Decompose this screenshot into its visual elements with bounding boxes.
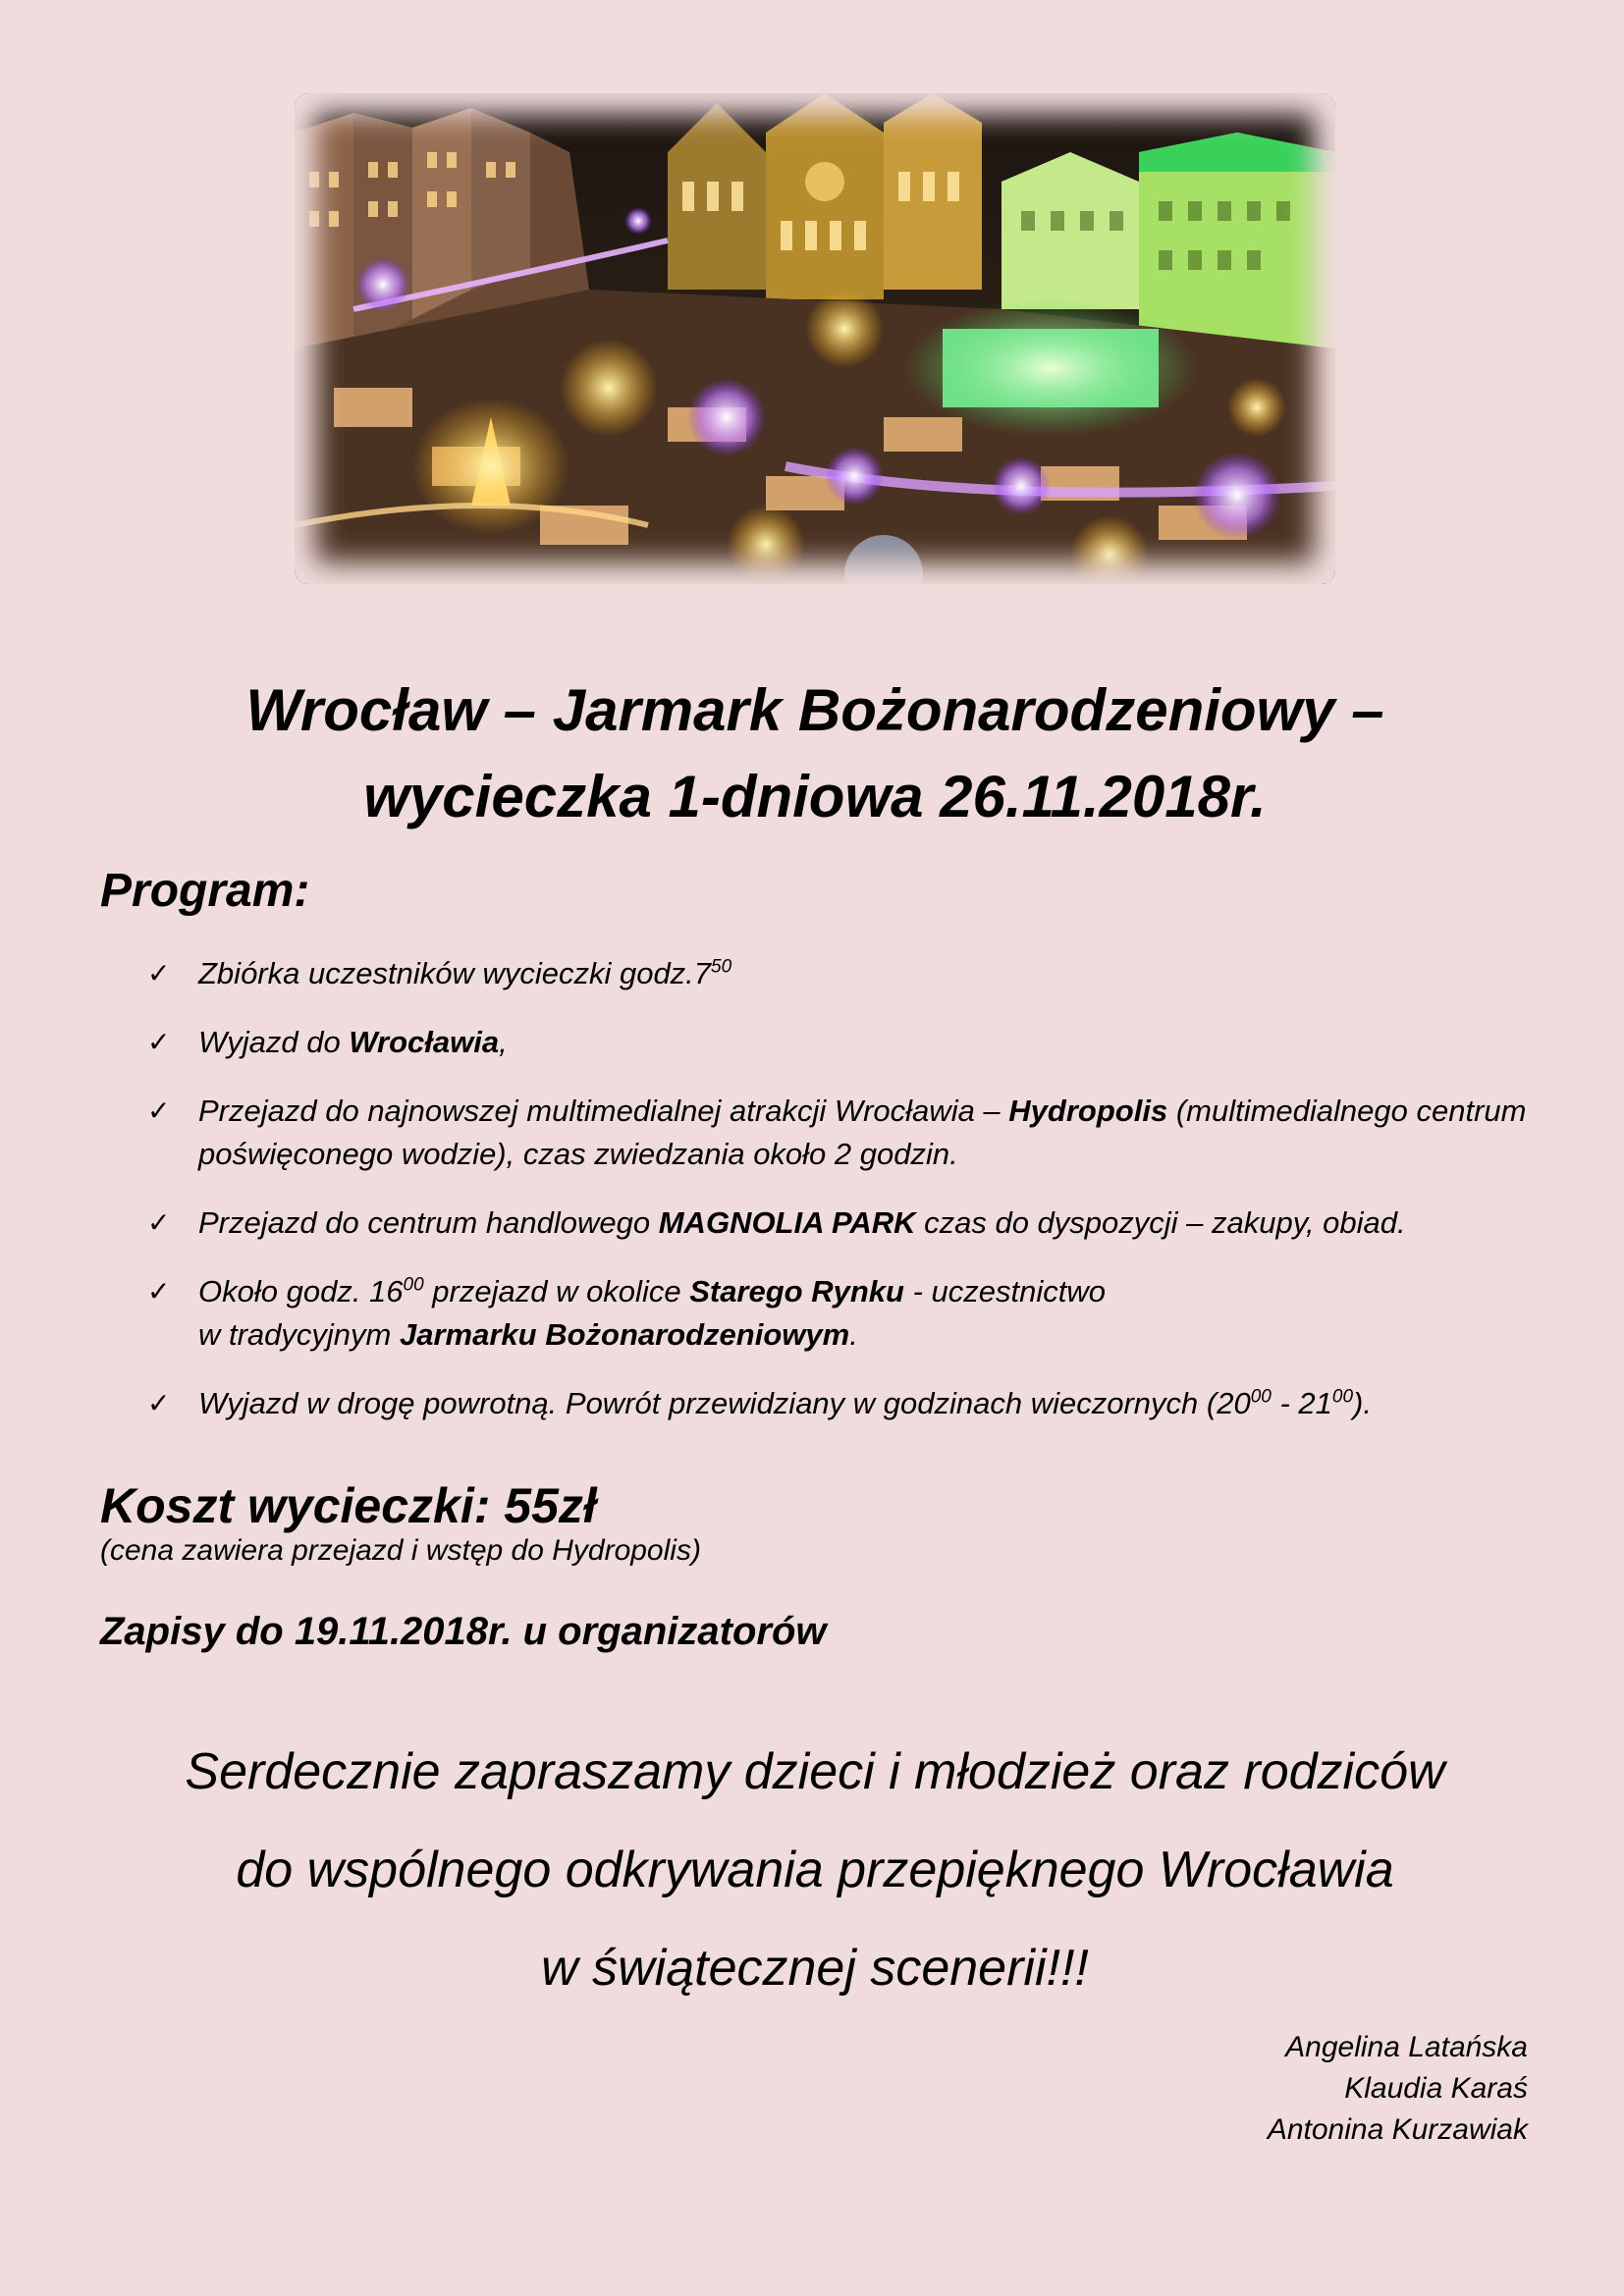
item-text: Wyjazd do xyxy=(198,1025,350,1059)
superscript-time: 00 xyxy=(1331,1386,1354,1408)
check-mark-icon: ✓ xyxy=(147,1387,171,1419)
item-text: Wyjazd w drogę powrotną. Powrót przewidziany w godzinach wieczornych (20 xyxy=(198,1386,1251,1420)
christmas-market-photo xyxy=(295,93,1335,584)
invitation-text xyxy=(79,1723,1551,2017)
cost-heading: Koszt wycieczki: 55zł xyxy=(100,1478,597,1533)
cost-note: (cena zawiera przejazd i wstęp do Hydropolis) xyxy=(100,1534,701,1567)
authors-signature xyxy=(1268,2027,1528,2151)
item-text: w tradycyjnym xyxy=(198,1317,400,1352)
item-text: Przejazd do najnowszej multimedialnej atrakcji Wrocławia – xyxy=(198,1094,1009,1128)
superscript-time: 00 xyxy=(403,1274,424,1296)
bold-text: Wrocławia xyxy=(349,1025,500,1059)
check-mark-icon: ✓ xyxy=(147,957,171,989)
superscript-time: 50 xyxy=(711,956,732,978)
program-item xyxy=(147,1382,1542,1425)
check-mark-icon: ✓ xyxy=(147,1095,171,1127)
signup-deadline: Zapisy do 19.11.2018r. u organizatorów xyxy=(100,1610,827,1653)
program-item xyxy=(147,1201,1542,1245)
check-mark-icon: ✓ xyxy=(147,1275,171,1308)
author-name: Klaudia Karaś xyxy=(1344,2072,1528,2105)
program-item xyxy=(147,1090,1542,1176)
bold-text: Hydropolis xyxy=(1008,1094,1168,1128)
title-line-2: wycieczka 1-dniowa 26.11.2018r. xyxy=(363,764,1267,829)
item-text: przejazd w okolice xyxy=(423,1274,690,1308)
page-title xyxy=(98,667,1532,840)
title-line-1: Wrocław – Jarmark Bożonarodzeniowy – xyxy=(245,677,1384,743)
item-text: . xyxy=(849,1317,858,1352)
invitation-line-2: do wspólnego odkrywania przepięknego Wrocławia xyxy=(236,1842,1394,1898)
superscript-time: 00 xyxy=(1250,1386,1272,1408)
item-text: - uczestnictwo xyxy=(903,1274,1106,1308)
item-text: czas do dyspozycji – zakupy, obiad. xyxy=(915,1205,1406,1240)
item-text: (multimedialnego centrum poświęconego wodzie), czas zwiedzania około 2 godzin. xyxy=(198,1094,1527,1171)
invitation-line-3: w świątecznej scenerii!!! xyxy=(541,1940,1089,1997)
program-item xyxy=(147,1021,1542,1064)
bold-text: Jarmarku Bożonarodzeniowym xyxy=(399,1317,850,1352)
author-name: Angelina Latańska xyxy=(1285,2031,1528,2063)
item-text: , xyxy=(499,1025,508,1059)
market-illustration xyxy=(295,93,1335,584)
check-mark-icon: ✓ xyxy=(147,1206,171,1239)
check-mark-icon: ✓ xyxy=(147,1026,171,1058)
bold-text: MAGNOLIA PARK xyxy=(658,1205,916,1240)
program-list xyxy=(147,952,1542,1425)
bold-text: Starego Rynku xyxy=(689,1274,904,1308)
program-heading: Program: xyxy=(100,865,310,917)
program-item xyxy=(147,1270,1542,1357)
item-text: Przejazd do centrum handlowego xyxy=(198,1205,659,1240)
invitation-line-1: Serdecznie zapraszamy dzieci i młodzież oraz rodziców xyxy=(185,1743,1445,1800)
author-name: Antonina Kurzawiak xyxy=(1267,2113,1528,2146)
program-item xyxy=(147,952,1542,995)
item-text: Zbiórka uczestników wycieczki godz.7 xyxy=(198,956,712,990)
item-text: Około godz. 16 xyxy=(198,1274,404,1308)
item-text: ). xyxy=(1353,1386,1372,1420)
item-text: - 21 xyxy=(1271,1386,1332,1420)
